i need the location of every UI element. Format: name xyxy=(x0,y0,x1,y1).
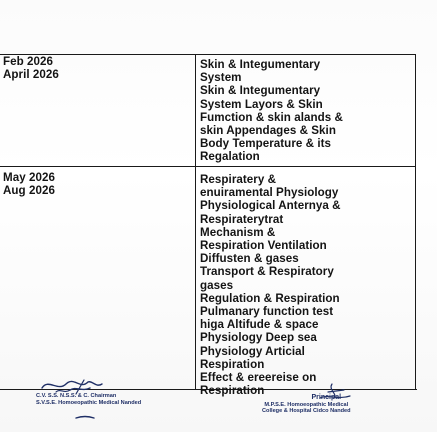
row-2-topic-line: Transport & Respiratory xyxy=(200,265,334,279)
row-2-topic-line: Respiration xyxy=(200,357,265,371)
row-2-topic-line: Mechanism & xyxy=(200,225,276,239)
principal-stamp-text: Principal M.P.S.E. Homoeopathic Medical College & Hospital Cidco Nanded xyxy=(262,394,351,415)
row-2-topic-line: Physiology Deep sea xyxy=(200,331,317,345)
row-1-topic-line: Skin & Integumentary xyxy=(200,84,321,98)
row-2-date-start: May 2026 xyxy=(3,171,55,184)
row-2-topic-line: Diffusten & gases xyxy=(200,252,299,266)
row-1-topic-line: Skin & Integumentary xyxy=(200,58,321,71)
chairman-stamp-text: C.V. S.S. N.S.S. & C. Chairman S.V.S.E. Homoeopathic Medical Nanded xyxy=(36,393,142,406)
row-2-topic-line: gases xyxy=(200,278,234,292)
row-1-topic-line: System xyxy=(200,71,242,85)
table-row-divider xyxy=(0,166,416,167)
row-2-topic-line: Respiratery & xyxy=(200,173,277,186)
row-2-topic-line: Regulation & Respiration xyxy=(200,291,340,305)
table-right-border xyxy=(415,54,416,390)
row-2-topic-line: Respiration xyxy=(200,384,265,398)
row-2-topics xyxy=(200,173,341,397)
row-2-dates xyxy=(3,171,55,197)
row-1-topics xyxy=(200,58,343,164)
row-1-topic-line: Body Temperature & its xyxy=(200,137,332,151)
row-2-topic-line: Pulmanary function test xyxy=(200,305,334,319)
principal-signature xyxy=(258,382,408,426)
row-2-topic-line: Effect & ereereise on xyxy=(200,371,317,385)
row-2-topic-line: higa Altifude & space xyxy=(200,318,319,332)
row-1-topic-line: Regalation xyxy=(200,150,260,164)
row-2-topic-line: Physiological Anternya & xyxy=(200,199,341,213)
row-1-topic-line: Fumction & skin alands & xyxy=(200,110,343,124)
row-2-topic-line: enuiramental Physiology xyxy=(200,186,339,200)
row-2-topic-line: Respiration Ventilation xyxy=(200,239,327,253)
row-1-date-end: April 2026 xyxy=(3,68,59,82)
row-1-dates xyxy=(3,55,59,81)
row-2-date-end: Aug 2026 xyxy=(3,184,55,198)
row-1-topic-line: System Layors & Skin xyxy=(200,97,323,111)
row-1-date-start: Feb 2026 xyxy=(3,55,54,68)
row-2-topic-line: Physiology Articial xyxy=(200,344,305,358)
chairman-signature xyxy=(36,378,186,422)
table-top-border xyxy=(0,54,415,55)
table-column-divider xyxy=(195,54,196,390)
row-1-topic-line: skin Appendages & Skin xyxy=(200,124,336,138)
row-2-topic-line: Respiraterytrat xyxy=(200,212,284,226)
